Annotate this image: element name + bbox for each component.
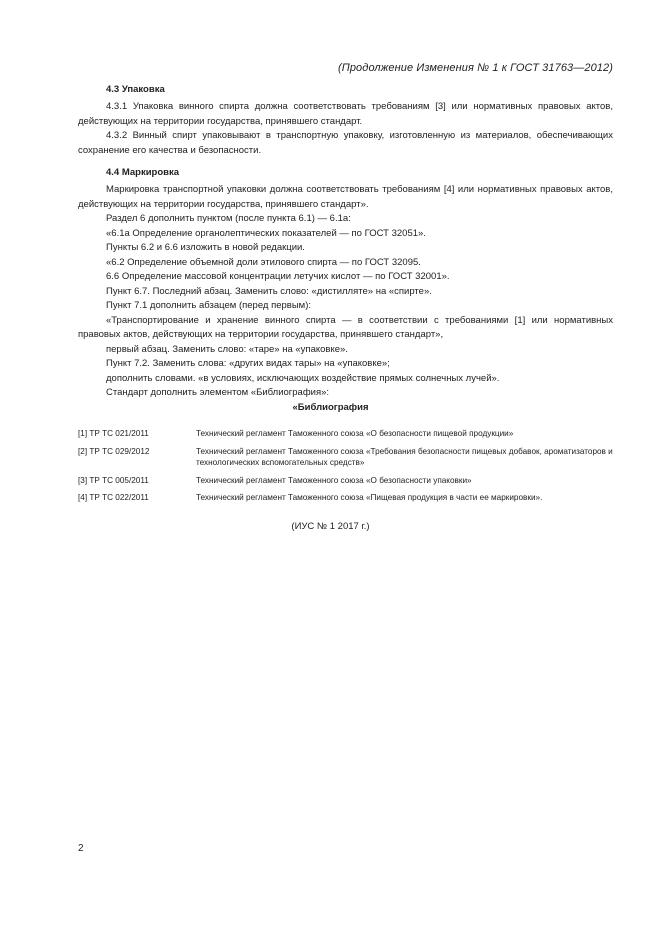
bibliography-desc: Технический регламент Таможенного союза «О безопасности упаковки» bbox=[196, 475, 472, 485]
paragraph-marking: Маркировка транспортной упаковки должна соответствовать требованиям [4] или нормативных правовых актов, действующих на территории государства, принявшего стандарт». bbox=[78, 184, 613, 210]
bibliography-entry bbox=[78, 475, 618, 487]
amendment-line: Пункт 7.2. Заменить слова: «других видах тары» на «упаковке»; bbox=[106, 358, 390, 369]
amendment-line: Пункт 6.7. Последний абзац. Заменить слово: «дистилляте» на «спирте». bbox=[106, 285, 432, 297]
page-number: 2 bbox=[78, 843, 84, 854]
amendment-line: «6.2 Определение объемной доли этилового спирта — по ГОСТ 32095. bbox=[106, 256, 421, 268]
bibliography-entry bbox=[78, 446, 618, 469]
amendment-line: «6.1а Определение органолептических показателей — по ГОСТ 32051». bbox=[106, 227, 426, 239]
bibliography-ref: [3] ТР ТС 005/2011 bbox=[78, 475, 149, 485]
bibliography-desc: Технический регламент Таможенного союза «Требования безопасности пищевых добавок, ароматизаторов и технологических вспомогательных средств» bbox=[196, 446, 613, 467]
amendment-line: Стандарт дополнить элементом «Библиография»: bbox=[106, 387, 330, 398]
bibliography-ref: [4] ТР ТС 022/2011 bbox=[78, 493, 149, 502]
ius-reference: (ИУС № 1 2017 г.) bbox=[291, 521, 370, 532]
section-heading-4-4: 4.4 Маркировка bbox=[106, 167, 180, 178]
bibliography-desc: Технический регламент Таможенного союза «Пищевая продукция в части ее маркировки». bbox=[196, 493, 543, 502]
continuation-header: (Продолжение Изменения № 1 к ГОСТ 31763—2012) bbox=[338, 62, 613, 74]
amendment-line: Раздел 6 дополнить пунктом (после пункта 6.1) — 6.1а: bbox=[106, 213, 351, 224]
amendment-line: Пункт 7.1 дополнить абзацем (перед первым): bbox=[106, 300, 312, 311]
bibliography-entry bbox=[78, 428, 618, 440]
amendment-line: первый абзац. Заменить слово: «таре» на «упаковке». bbox=[106, 343, 348, 355]
paragraph-4-3-2: 4.3.2 Винный спирт упаковывают в транспортную упаковку, изготовленную из материалов, обеспечивающих сохранение его качества и безопасности. bbox=[78, 130, 613, 156]
bibliography-title: «Библиография bbox=[292, 402, 369, 413]
bibliography-ref: [1] ТР ТС 021/2011 bbox=[78, 429, 149, 438]
bibliography-entry bbox=[78, 492, 618, 504]
amendment-line: 6.6 Определение массовой концентрации летучих кислот — по ГОСТ 32001». bbox=[106, 271, 450, 282]
section-4-3-body bbox=[78, 100, 613, 158]
section-heading-4-3: 4.3 Упаковка bbox=[106, 84, 165, 95]
paragraph-4-3-1: 4.3.1 Упаковка винного спирта должна соответствовать требованиям [3] или нормативных правовых актов, действующих на территории государства, принявшего стандарт. bbox=[78, 101, 613, 127]
paragraph-transport: «Транспортирование и хранение винного спирта — в соответствии с требованиями [1] или нормативных правовых актов, действующих на территории государства, принявшего стандарт», bbox=[78, 314, 613, 340]
bibliography-desc: Технический регламент Таможенного союза «О безопасности пищевой продукции» bbox=[196, 429, 514, 438]
bibliography-ref: [2] ТР ТС 029/2012 bbox=[78, 446, 150, 456]
bibliography-list bbox=[78, 428, 618, 510]
amendment-line: Пункты 6.2 и 6.6 изложить в новой редакции. bbox=[106, 242, 305, 253]
section-4-4-body bbox=[78, 183, 613, 401]
amendment-line: дополнить словами. «в условиях, исключающих воздействие прямых солнечных лучей». bbox=[106, 372, 500, 384]
